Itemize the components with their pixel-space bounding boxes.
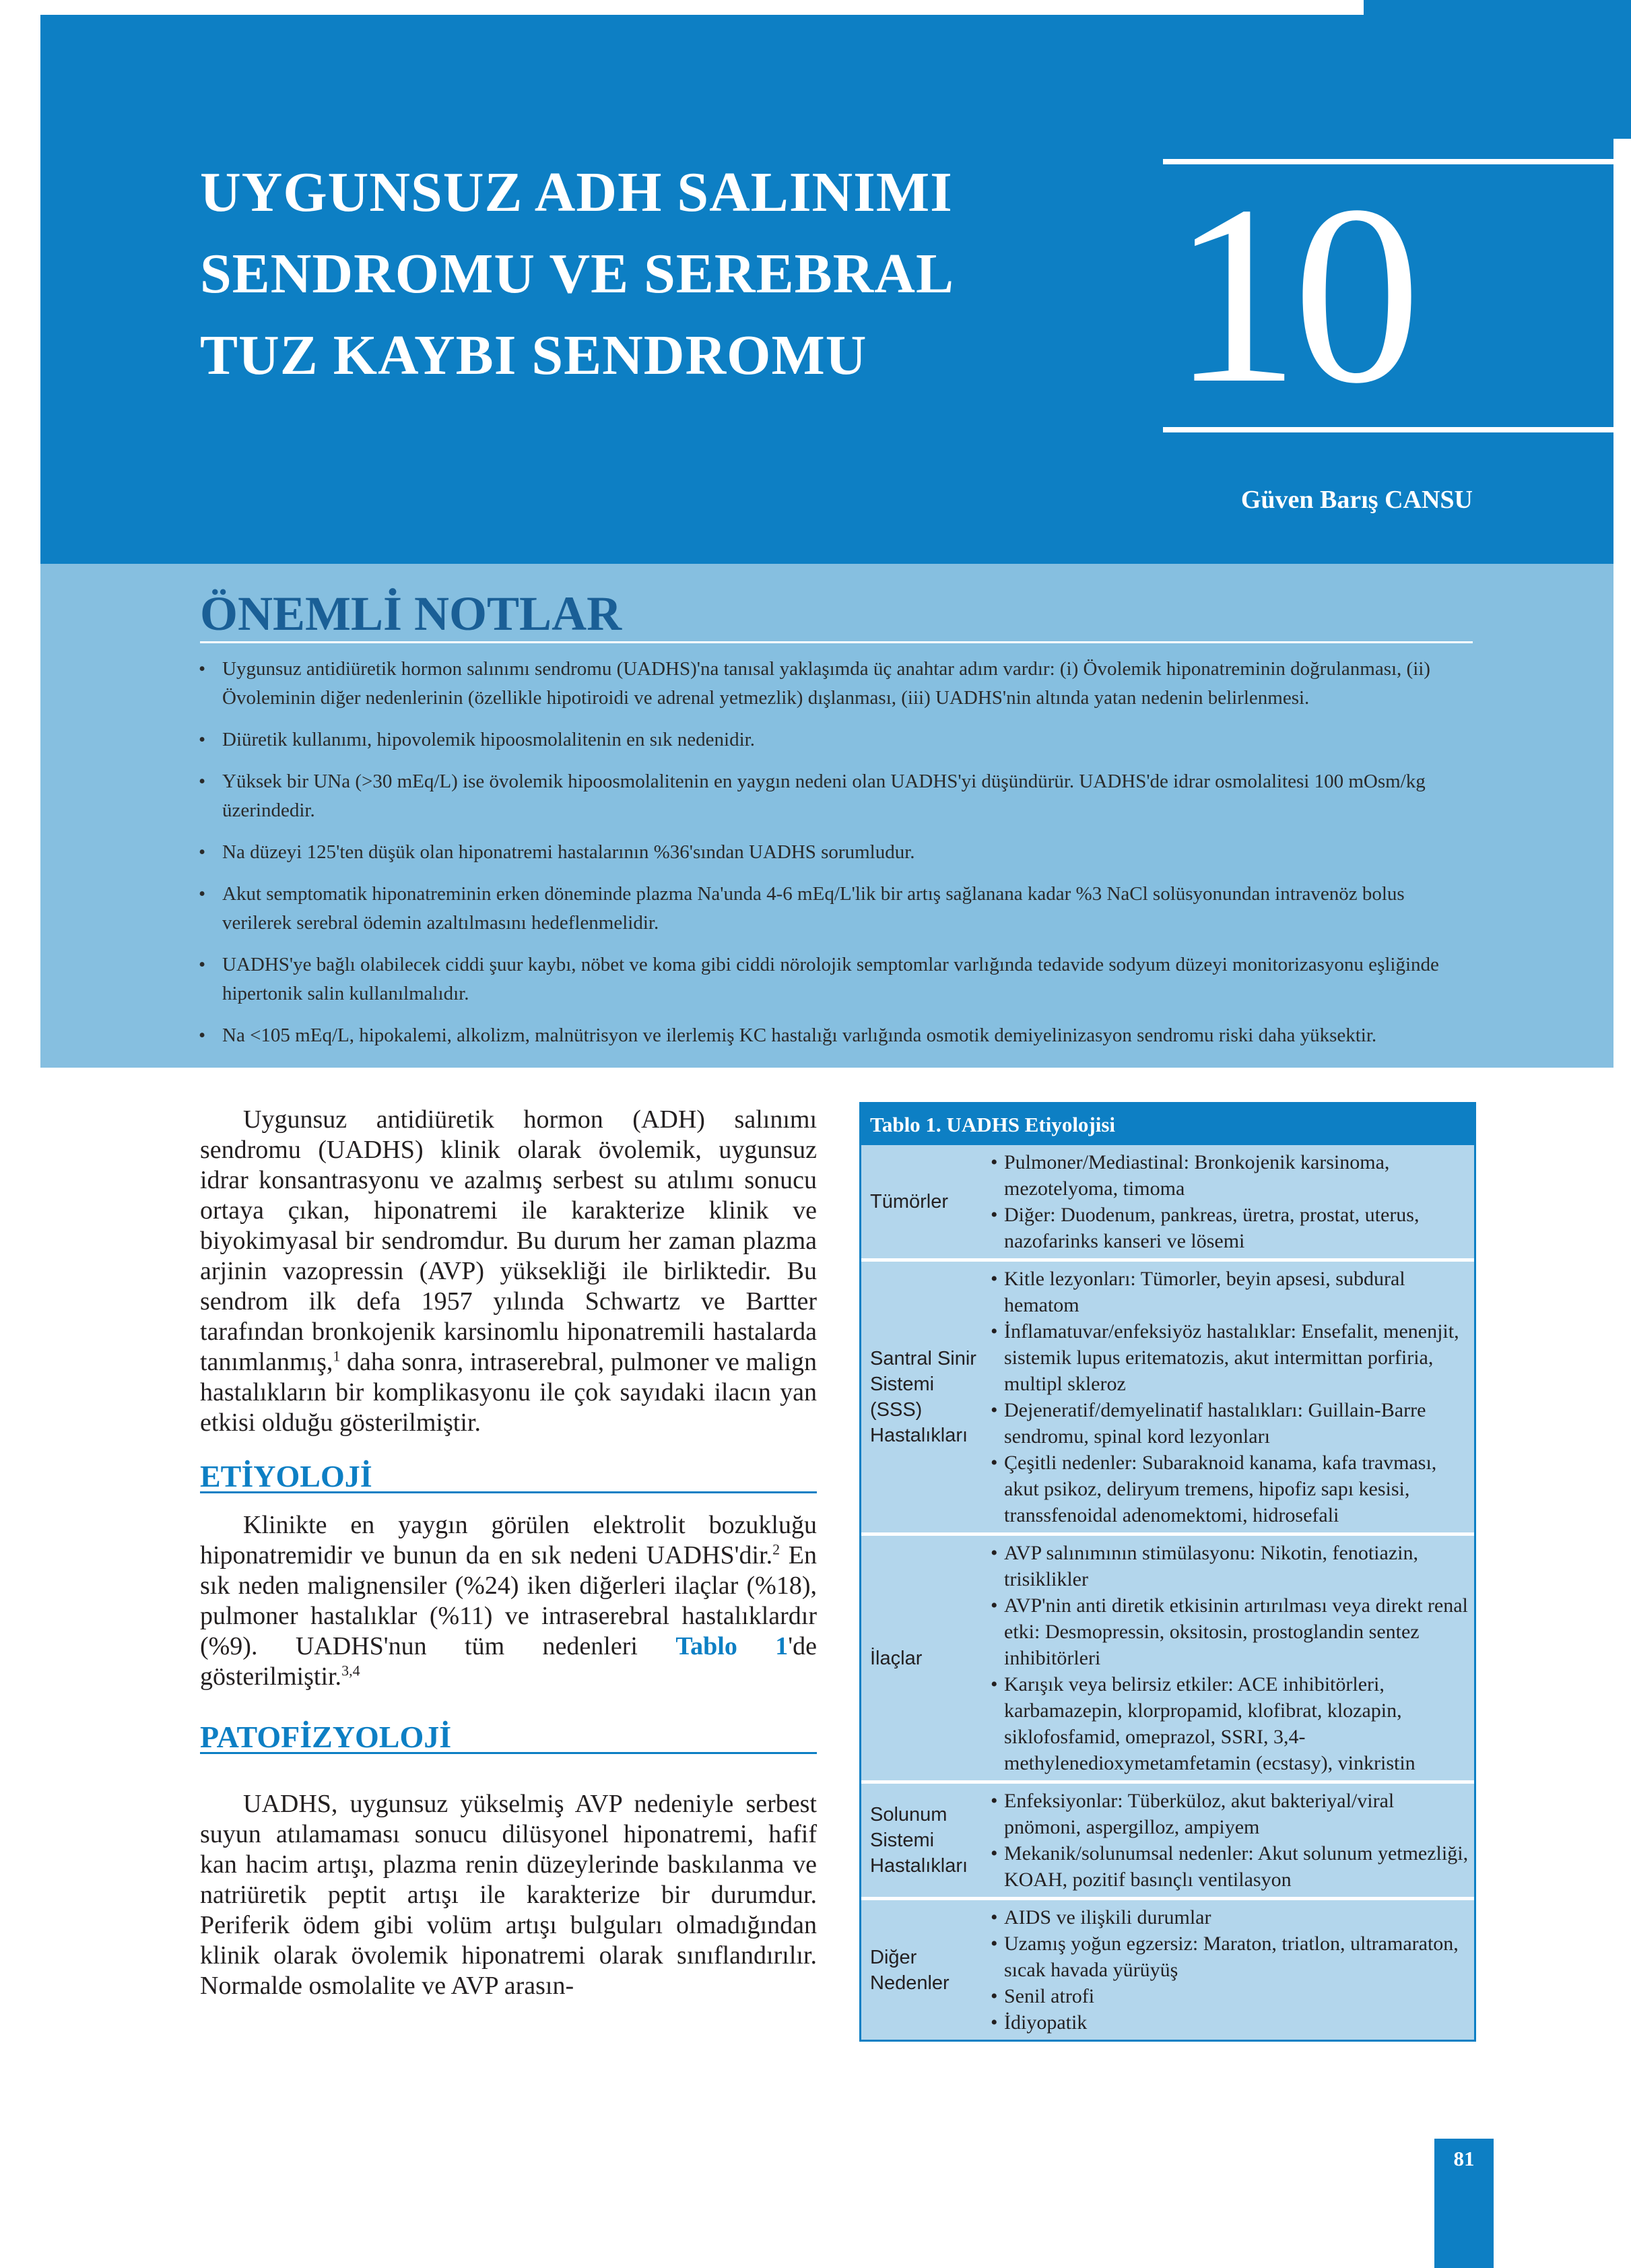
reference-mark[interactable]: 2	[772, 1541, 780, 1558]
table-item: • Karışık veya belirsiz etkiler: ACE inhibitörleri, karbamazepin, klorpropamid, klofibrat, klozapin, siklofosfamid, omeprazol, SSRI, 3,4-methylenedioxymetamfetamin (ecstasy), vinkristin	[991, 1671, 1469, 1776]
table-item: • AIDS ve ilişkili durumlar	[991, 1904, 1469, 1931]
key-note-item: • Diüretik kullanımı, hipovolemik hipoosmolalitenin en sık nedenidir.	[199, 725, 1478, 754]
table-item: • Diğer: Duodenum, pankreas, üretra, prostat, uterus, nazofarinks kanseri ve lösemi	[991, 1202, 1469, 1254]
body-column	[200, 1105, 817, 2001]
chapter-title	[200, 152, 1176, 396]
etiology-text: Klinikte en yaygın görülen elektrolit bozukluğu hiponatremidir ve bunun da en sık nedeni UADHS'dir.	[200, 1511, 817, 1569]
table-item: • Kitle lezyonları: Tümorler, beyin apsesi, subdural hematom	[991, 1266, 1469, 1318]
etiology-text-mid: En sık neden malignensiler (%24) iken diğerleri ilaçlar (%18), pulmoner hastalıklar (%11) ve intraserebral hastalıklardır (%9). UADHS'nun tüm nedenleri	[200, 1541, 817, 1660]
table-row	[861, 1145, 1474, 1262]
table-1-link[interactable]: Tablo 1	[675, 1632, 789, 1660]
table-category: Tümörler	[870, 1191, 949, 1212]
key-note-item: • Akut semptomatik hiponatreminin erken döneminde plazma Na'unda 4-6 mEq/L'lik bir artış sağlanana kadar %3 NaCl solüsyonundan intravenöz bolus verilerek serebral ödemin azaltılmasını hedeflenmelidir.	[199, 880, 1478, 938]
intro-text: Uygunsuz antidiüretik hormon (ADH) salınımı sendromu (UADHS) klinik olarak övolemik, uygunsuz idrar konsantrasyonu ve azalmış serbest su atılımı sonucu ortaya çıkan, hiponatremi ile karakterize klinik ve biyokimyasal bir sendromdur. Bu durum her zaman plazma arjinin vazopressin (AVP) yüksekliği ile birliktedir. Bu sendrom ilk defa 1957 yılında Schwartz ve Bartter tarafından bronkojenik karsinomlu hiponatremili hastalarda tanımlanmış,	[200, 1105, 817, 1376]
chapter-number: 10	[1172, 153, 1414, 436]
table-item: • Senil atrofi	[991, 1983, 1469, 2009]
pathophysiology-paragraph: UADHS, uygunsuz yükselmiş AVP nedeniyle serbest suyun atılamaması sonucu dilüsyonel hiponatremi, hafif kan hacim artışı, plazma renin düzeylerinde baskılanma ve natriüretik peptit artışı ile karakterize bir durumdur. Periferik ödem gibi volüm artışı bulguları olmadığından klinik olarak övolemik hiponatremi olarak sınıflandırılır. Normalde osmolalite ve AVP arasın-	[200, 1790, 817, 2000]
table-row	[861, 1900, 1474, 2040]
author-name: Güven Barış CANSU	[1240, 486, 1473, 514]
chapter-title-line: TUZ KAYBI SENDROMU	[200, 324, 867, 387]
header-corner-tab	[1364, 0, 1631, 139]
table-item-list	[991, 1784, 1474, 1897]
key-note-item: • Yüksek bir UNa (>30 mEq/L) ise övolemik hipoosmolalitenin en yaygın nedeni olan UADHS'yi düşündürür. UADHS'de idrar osmolalitesi 100 mOsm/kg üzerindedir.	[199, 767, 1478, 825]
table-category: İlaçlar	[870, 1647, 923, 1669]
table-category: Santral Sinir Sistemi (SSS) Hastalıkları	[870, 1348, 976, 1446]
table-item: • AVP'nin anti diretik etkisinin artırılması veya direkt renal etki: Desmopressin, oksitosin, prostoglandin sentez inhibitörleri	[991, 1592, 1469, 1671]
table-row	[861, 1536, 1474, 1784]
key-note-item: • Uygunsuz antidiüretik hormon salınımı sendromu (UADHS)'na tanısal yaklaşımda üç anahtar adım vardır: (i) Övolemik hiponatreminin doğrulanması, (ii) Övoleminin diğer nedenlerinin (özellikle hipotiroidi ve adrenal yetmezlik) dışlanması, (iii) UADHS'nin altında yatan nedenin belirlenmesi.	[199, 655, 1478, 713]
chapter-title-line: SENDROMU VE SEREBRAL	[200, 242, 954, 305]
key-note-item: • Na düzeyi 125'ten düşük olan hiponatremi hastalarının %36'sından UADHS sorumludur.	[199, 838, 1478, 867]
etiology-paragraph	[200, 1510, 817, 1692]
page-number: 81	[1434, 2139, 1494, 2268]
table-title: Tablo 1. UADHS Etiyolojisi	[861, 1104, 1474, 1145]
intro-paragraph	[200, 1105, 817, 1438]
etiology-text-tail: 'de gösterilmiştir.	[200, 1632, 817, 1691]
table-item: • Enfeksiyonlar: Tüberküloz, akut bakteriyal/viral pnömoni, aspergilloz, ampiyem	[991, 1788, 1469, 1840]
reference-mark[interactable]: 1	[333, 1347, 341, 1365]
intro-text-tail: daha sonra, intraserebral, pulmoner ve malign hastalıkların bir komplikasyonu ile çok sayıdaki ilacın yan etkisi olduğu gösterilmiştir.	[200, 1348, 817, 1437]
key-note-item: • UADHS'ye bağlı olabilecek ciddi şuur kaybı, nöbet ve koma gibi ciddi nörolojik semptomlar varlığında tedavide sodyum düzeyi monitorizasyonu eşliğinde hipertonik salin kullanılmalıdır.	[199, 950, 1478, 1008]
table-item-list	[991, 1536, 1474, 1780]
section-heading-pathophysiology: PATOFİZYOLOJİ	[200, 1722, 817, 1754]
table-item: • Uzamış yoğun egzersiz: Maraton, triatlon, ultramaraton, sıcak havada yürüyüş	[991, 1931, 1469, 1983]
table-item-list	[991, 1145, 1474, 1258]
chapter-title-line: UYGUNSUZ ADH SALINIMI	[200, 161, 953, 224]
table-item: • İdiyopatik	[991, 2009, 1469, 2036]
key-notes-title: ÖNEMLİ NOTLAR	[200, 587, 622, 641]
key-note-item: • Na <105 mEq/L, hipokalemi, alkolizm, malnütrisyon ve ilerlemiş KC hastalığı varlığında osmotik demiyelinizasyon sendromu riski daha yüksektir.	[199, 1021, 1478, 1050]
table-row	[861, 1784, 1474, 1900]
table-item: • Çeşitli nedenler: Subaraknoid kanama, kafa travması, akut psikoz, deliryum tremens, hipofiz sapı kesisi, transsfenoidal adenomektomi, hidrosefali	[991, 1450, 1469, 1528]
key-notes-list	[199, 655, 1478, 1063]
reference-mark[interactable]: 3,4	[341, 1662, 360, 1679]
etiology-table	[859, 1102, 1476, 2042]
key-notes-divider	[200, 641, 1473, 643]
table-row	[861, 1262, 1474, 1536]
table-category: Solunum Sistemi Hastalıkları	[870, 1804, 968, 1877]
table-item-list	[991, 1900, 1474, 2040]
table-category: Diğer Nedenler	[870, 1946, 950, 1994]
section-heading-etiology: ETİYOLOJİ	[200, 1461, 817, 1493]
table-item: • Pulmoner/Mediastinal: Bronkojenik karsinoma, mezotelyoma, timoma	[991, 1149, 1469, 1202]
table-item: • Dejeneratif/demyelinatif hastalıkları: Guillain-Barre sendromu, spinal kord lezyonları	[991, 1397, 1469, 1450]
table-item-list	[991, 1262, 1474, 1532]
table-item: • İnflamatuvar/enfeksiyöz hastalıklar: Ensefalit, menenjit, sistemik lupus eritematozis, akut intermittan porfiria, multipl skleroz	[991, 1318, 1469, 1397]
table-item: • AVP salınımının stimülasyonu: Nikotin, fenotiazin, trisiklikler	[991, 1540, 1469, 1592]
table-item: • Mekanik/solunumsal nedenler: Akut solunum yetmezliği, KOAH, pozitif basınçlı ventilasyon	[991, 1840, 1469, 1893]
